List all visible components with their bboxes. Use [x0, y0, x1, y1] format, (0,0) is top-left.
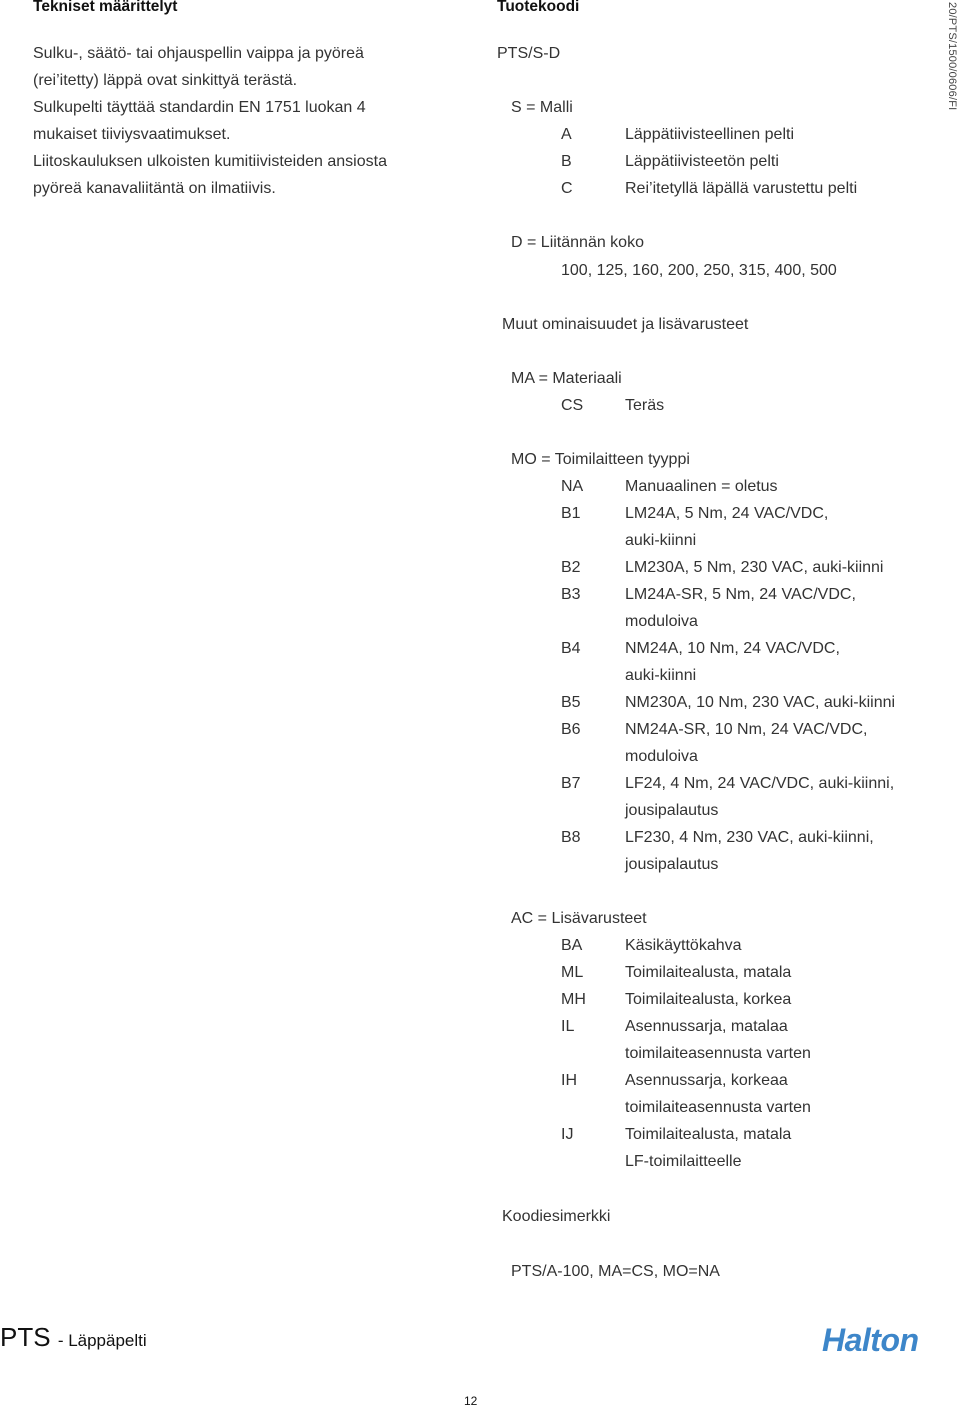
mo-desc: NM24A, 10 Nm, 24 VAC/VDC, [625, 640, 840, 657]
mo-desc: moduloiva [625, 613, 698, 630]
ac-desc: Asennussarja, matalaa [625, 1018, 788, 1035]
s-code: A [561, 126, 572, 143]
specs-line: mukaiset tiiviysvaatimukset. [33, 126, 231, 143]
footer-product-name: - Läppäpelti [57, 1331, 147, 1350]
mo-desc: LF24, 4 Nm, 24 VAC/VDC, auki-kiinni, [625, 775, 895, 792]
ac-desc: LF-toimilaitteelle [625, 1153, 742, 1170]
s-label: S = Malli [511, 99, 573, 116]
mo-desc: LF230, 4 Nm, 230 VAC, auki-kiinni, [625, 829, 874, 846]
mo-code: B1 [561, 505, 581, 522]
ac-code: IH [561, 1072, 577, 1089]
specs-line: Sulkupelti täyttää standardin EN 1751 luokan 4 [33, 99, 366, 116]
s-desc: Läppätiivisteetön pelti [625, 153, 779, 170]
mo-code: B4 [561, 640, 581, 657]
product-code: PTS/S-D [497, 45, 561, 62]
specs-line: (rei’itetty) läppä ovat sinkittyä terästä. [33, 72, 298, 89]
ac-code: BA [561, 937, 583, 954]
specs-text [33, 40, 387, 202]
mo-desc: LM24A, 5 Nm, 24 VAC/VDC, [625, 505, 829, 522]
extras-heading: Muut ominaisuudet ja lisävarusteet [502, 316, 749, 333]
mo-code: B2 [561, 559, 581, 576]
ma-label: MA = Materiaali [511, 370, 622, 387]
product-code-heading: Tuotekoodi [497, 0, 580, 15]
ac-desc: Toimilaitealusta, korkea [625, 991, 792, 1008]
mo-code: B6 [561, 721, 581, 738]
mo-desc: LM230A, 5 Nm, 230 VAC, auki-kiinni [625, 559, 884, 576]
mo-desc: jousipalautus [625, 856, 719, 873]
page-number: 12 [464, 1394, 478, 1408]
ac-code: IL [561, 1018, 575, 1035]
mo-desc: NM230A, 10 Nm, 230 VAC, auki-kiinni [625, 694, 896, 711]
mo-code: B5 [561, 694, 581, 711]
specs-heading: Tekniset määrittelyt [33, 0, 178, 15]
halton-logo [820, 1322, 946, 1358]
ac-label: AC = Lisävarusteet [511, 910, 647, 927]
ac-desc: toimilaiteasennusta varten [625, 1099, 811, 1116]
ac-desc: Asennussarja, korkeaa [625, 1072, 788, 1089]
footer-product-code: PTS [0, 1322, 51, 1352]
specs-line: Sulku-, säätö- tai ohjauspellin vaippa ja pyöreä [33, 45, 364, 62]
ac-desc: Toimilaitealusta, matala [625, 1126, 792, 1143]
ac-desc: Toimilaitealusta, matala [625, 964, 792, 981]
footer-product-title [0, 1322, 147, 1353]
mo-code: B8 [561, 829, 581, 846]
ma-desc: Teräs [625, 397, 665, 414]
ac-desc: toimilaiteasennusta varten [625, 1045, 811, 1062]
mo-desc: auki-kiinni [625, 667, 697, 684]
s-desc: Läppätiivisteellinen pelti [625, 126, 794, 143]
document-code: 20/PTS/1500/0606/FI [946, 2, 958, 111]
ma-code: CS [561, 397, 584, 414]
mo-desc: moduloiva [625, 748, 698, 765]
ac-desc: Käsikäyttökahva [625, 937, 742, 954]
d-sizes: 100, 125, 160, 200, 250, 315, 400, 500 [561, 262, 837, 279]
mo-desc: LM24A-SR, 5 Nm, 24 VAC/VDC, [625, 586, 856, 603]
mo-desc: auki-kiinni [625, 532, 697, 549]
mo-code: NA [561, 478, 584, 495]
example-heading: Koodiesimerkki [502, 1208, 611, 1225]
specs-line: pyöreä kanavaliitäntä on ilmatiivis. [33, 180, 276, 197]
s-code: B [561, 153, 572, 170]
mo-desc: jousipalautus [625, 802, 719, 819]
mo-desc: NM24A-SR, 10 Nm, 24 VAC/VDC, [625, 721, 868, 738]
mo-code: B7 [561, 775, 581, 792]
specs-line: Liitoskauluksen ulkoisten kumitiivisteiden ansiosta [33, 153, 387, 170]
s-code: C [561, 180, 573, 197]
example-code: PTS/A-100, MA=CS, MO=NA [511, 1263, 720, 1280]
mo-label: MO = Toimilaitteen tyyppi [511, 451, 690, 468]
ac-code: IJ [561, 1126, 574, 1143]
ac-code: ML [561, 964, 584, 981]
halton-logo-text: Halton [822, 1322, 919, 1358]
mo-code: B3 [561, 586, 581, 603]
s-desc: Rei’itetyllä läpällä varustettu pelti [625, 180, 858, 197]
ac-code: MH [561, 991, 586, 1008]
mo-desc: Manuaalinen = oletus [625, 478, 778, 495]
d-label: D = Liitännän koko [511, 234, 644, 251]
